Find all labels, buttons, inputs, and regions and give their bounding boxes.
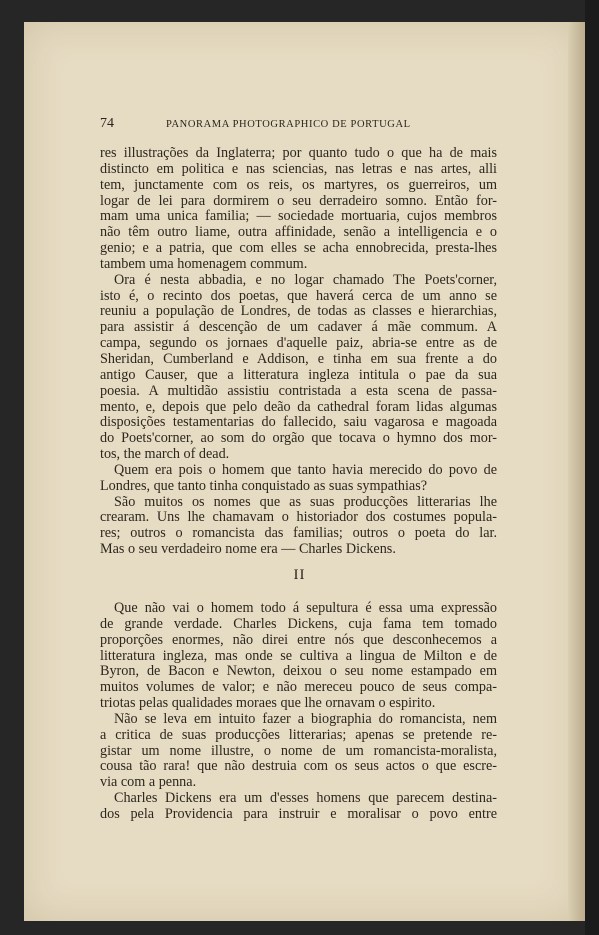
text-line: mam uma unica familia; — sociedade mortuaria, cujos membros xyxy=(100,208,497,225)
text-line: isto é, o recinto dos poetas, que haverá cerca de um anno se xyxy=(100,287,497,304)
text-line: logar de lei para dormirem o seu derradeiro somno. Então for- xyxy=(100,192,497,209)
text-line: Ora é nesta abbadia, e no logar chamado The Poets'corner, xyxy=(114,271,497,288)
text-line: para assistir á descenção de um cadaver á mãe commum. A xyxy=(100,319,497,336)
text-line: proporções enormes, não direi entre nós que desconhecemos a xyxy=(100,631,497,648)
page-edge xyxy=(568,22,586,921)
text-line: Mas o seu verdadeiro nome era — Charles Dickens. xyxy=(100,541,396,558)
text-line: Quem era pois o homem que tanto havia merecido do povo de xyxy=(114,461,497,478)
text-line: Charles Dickens era um d'esses homens que parecem destina- xyxy=(114,790,497,807)
text-line: Sheridan, Cumberland e Addison, e tinha em sua frente a do xyxy=(100,350,497,367)
page-header xyxy=(100,116,500,134)
running-title: PANORAMA PHOTOGRAPHICO DE PORTUGAL xyxy=(166,119,411,130)
text-line: campa, segundo os jornaes d'aquelle paiz, abria-se entre as de xyxy=(100,335,497,352)
text-line: cousa tão rara! que não destruia com os seus actos o que escre- xyxy=(100,758,497,775)
text-line: poesia. A multidão assistiu contristada a esta scena de passa- xyxy=(100,382,497,399)
text-line: antigo Causer, que a litteratura ingleza intitula o pae da sua xyxy=(100,366,497,383)
text-line: tambem uma homenagem commum. xyxy=(100,255,308,272)
text-line: tem, junctamente com os reis, os martyres, os guerreiros, um xyxy=(100,176,497,193)
text-line: dos pela Providencia para instruir e moralisar o povo entre xyxy=(100,805,497,822)
text-line: a critica de suas producções litterarias; apenas se pretende re- xyxy=(100,726,497,743)
body-text-bottom xyxy=(100,601,497,823)
text-line: via com a penna. xyxy=(100,774,197,791)
section-heading: II xyxy=(293,567,306,583)
text-line: Londres, que tanto tinha conquistado as suas sympathias? xyxy=(100,477,428,494)
text-line: gistar um nome illustre, o nome de um romancista-moralista, xyxy=(100,742,497,759)
text-line: triotas pelas qualidades moraes que lhe ornavam o espirito. xyxy=(100,695,436,712)
text-line: não têm outro liame, outra affinidade, senão a intelligencia e o xyxy=(100,224,497,241)
text-line: Byron, de Bacon e Newton, deixou o seu nome estampado em xyxy=(100,663,497,680)
text-line: de grande verdade. Charles Dickens, cuja fama tem tomado xyxy=(100,615,497,632)
text-line: genio; e a patria, que com elles se acha ennobrecida, presta-lhes xyxy=(100,240,497,257)
text-line: muitos volumes de valor; e não mereceu pouco de seus compa- xyxy=(100,679,497,696)
text-line: Não se leva em intuito fazer a biographia do romancista, nem xyxy=(114,710,497,727)
text-line: res; outros o romancista das familias; outros o poeta do lar. xyxy=(100,525,497,542)
text-line: mento, e, depois que pelo deão da cathedral foram lidas algumas xyxy=(100,398,497,415)
text-line: do Poets'corner, ao som do orgão que tocava o hymno dos mor- xyxy=(100,430,497,447)
text-line: crearam. Uns lhe chamavam o historiador dos costumes popula- xyxy=(100,509,497,526)
text-line: res illustrações da Inglaterra; por quanto tudo o que ha de mais xyxy=(100,145,497,161)
text-line: litteratura ingleza, mas onde se cultiva a lingua de Milton e de xyxy=(100,647,497,664)
page-number: 74 xyxy=(100,116,114,131)
text-line: São muitos os nomes que as suas producções litterarias lhe xyxy=(114,493,497,510)
binding-shadow xyxy=(585,0,599,935)
text-line: Que não vai o homem todo á sepultura é essa uma expressão xyxy=(114,600,497,616)
text-line: disposições testamentarias do fallecido, saiu vagarosa e magoada xyxy=(100,414,497,431)
body-text-top xyxy=(100,146,497,558)
text-line: distincto em politica e nas sciencias, nas letras e nas artes, alli xyxy=(100,160,497,177)
text-line: tos, the march of dead. xyxy=(100,446,230,463)
text-line: reuniu a população de Londres, de todas as classes e hierarchias, xyxy=(100,303,497,320)
